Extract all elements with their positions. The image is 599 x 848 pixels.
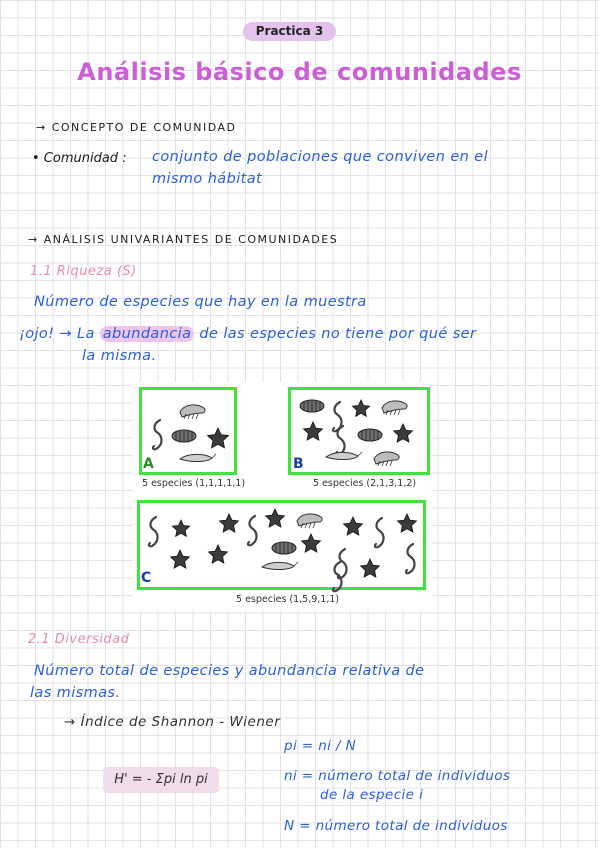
worm-icon: [403, 542, 419, 576]
heading-analisis: → ANÁLISIS UNIVARIANTES DE COMUNIDADES: [28, 233, 339, 246]
definition-term: • Comunidad :: [32, 151, 127, 166]
heading-concepto: → CONCEPTO DE COMUNIDAD: [36, 121, 237, 134]
worm-icon: [150, 418, 166, 452]
diversidad-line-1: Número total de especies y abundancia relativa de: [34, 663, 425, 679]
starfish-icon: [172, 520, 190, 538]
label-c: C: [141, 570, 152, 586]
note-line-1: [19, 326, 476, 342]
shannon-index-heading: → Índice de Shannon - Wiener: [64, 714, 281, 730]
shrimp-icon: [372, 449, 402, 467]
subheading-diversidad: 2.1 Diversidad: [28, 632, 130, 647]
note-prefix: ¡ojo! → La: [19, 326, 95, 342]
amphipod-icon: [260, 560, 298, 574]
isopod-icon: [298, 398, 326, 414]
starfish-icon: [208, 545, 228, 565]
definition-line-2: mismo hábitat: [152, 171, 263, 187]
note-line-2: la misma.: [82, 348, 157, 364]
isopod-icon: [170, 428, 198, 444]
n-definition: N = número total de individuos: [284, 818, 508, 834]
starfish-icon: [360, 559, 380, 579]
starfish-icon: [219, 514, 239, 534]
definition-line-1: conjunto de poblaciones que conviven en el: [152, 149, 489, 165]
shrimp-icon: [178, 402, 208, 420]
caption-a: 5 especies (1,1,1,1,1): [142, 478, 246, 489]
isopod-icon: [270, 540, 298, 556]
note-rest: de las especies no tiene por qué ser: [199, 326, 477, 342]
shrimp-icon: [380, 398, 410, 416]
starfish-icon: [301, 534, 321, 554]
starfish-icon: [393, 424, 413, 444]
label-a: A: [143, 456, 154, 472]
shrimp-icon: [295, 511, 325, 529]
caption-c: 5 especies (1,5,9,1,1): [236, 594, 340, 605]
riqueza-definition: Número de especies que hay en la muestra: [34, 294, 367, 310]
starfish-icon: [265, 509, 285, 529]
amphipod-icon: [324, 450, 362, 464]
starfish-icon: [303, 422, 323, 442]
pi-definition: pi = ni / N: [284, 738, 357, 754]
shannon-formula: H' = - Σpi ln pi: [103, 767, 219, 793]
ni-definition-line-1: ni = número total de individuos: [284, 768, 511, 784]
worm-icon: [372, 516, 388, 550]
caption-b: 5 especies (2,1,3,1,2): [313, 478, 417, 489]
diversidad-line-2: las mismas.: [30, 685, 121, 701]
subheading-riqueza: 1.1 Riqueza (S): [30, 264, 137, 279]
highlight-abundancia: abundancia: [100, 326, 195, 342]
worm-icon: [245, 514, 261, 548]
isopod-icon: [356, 427, 384, 443]
starfish-icon: [207, 428, 229, 450]
starfish-icon: [352, 400, 370, 418]
ni-definition-line-2: de la especie i: [320, 787, 424, 803]
practice-badge: Practica 3: [243, 22, 336, 41]
starfish-icon: [397, 514, 417, 534]
worm-icon: [146, 515, 162, 549]
starfish-icon: [170, 550, 190, 570]
worm-icon: [330, 560, 346, 594]
page-title: Análisis básico de comunidades: [77, 58, 522, 86]
label-b: B: [293, 456, 304, 472]
starfish-icon: [343, 517, 363, 537]
amphipod-icon: [178, 452, 216, 466]
